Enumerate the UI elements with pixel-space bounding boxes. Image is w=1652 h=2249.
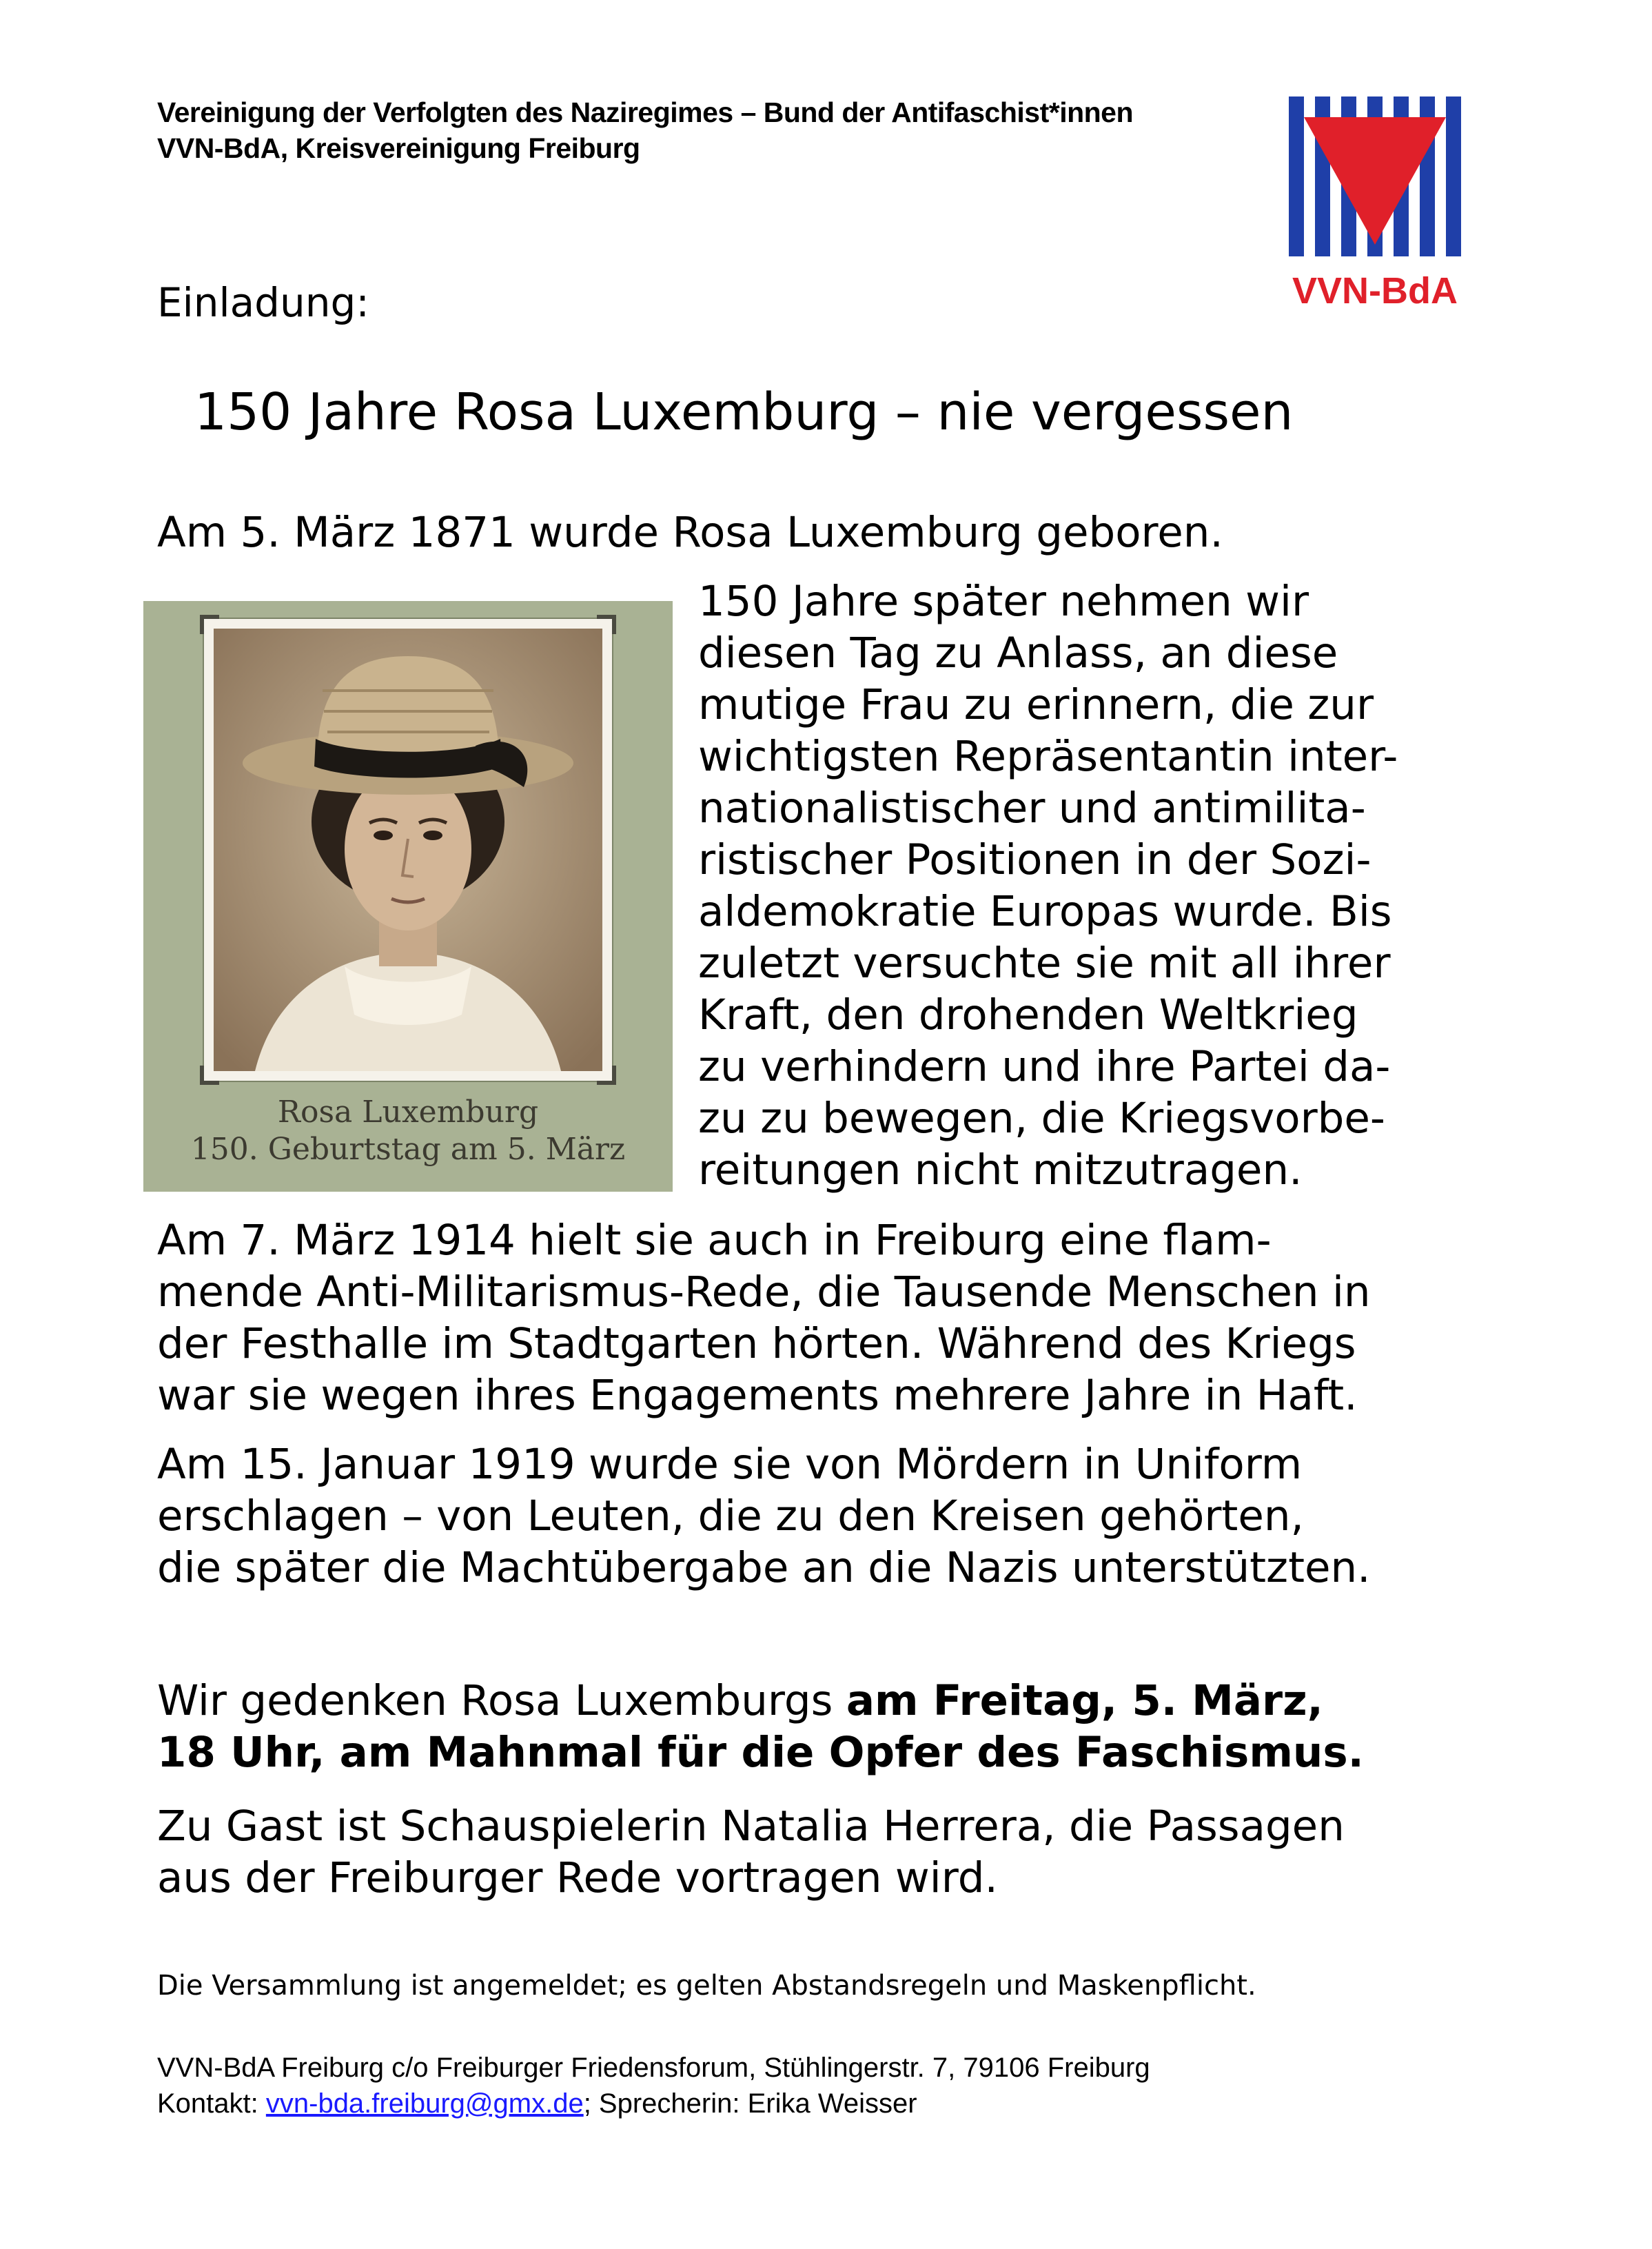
invitation-location: 18 Uhr, am Mahnmal für die Opfer des Faschismus. xyxy=(157,1728,1364,1777)
contact-label: Kontakt: xyxy=(157,2088,266,2119)
invitation-text: Wir gedenken Rosa Luxemburgs xyxy=(157,1676,846,1725)
freiburg-speech-paragraph: Am 7. März 1914 hielt sie auch in Freiburg eine flam- mende Anti-Militarismus-Rede, die Tausende Menschen in der Festhalle im Stadtgarten hörten. Während des Kriegs war sie wegen ihres Engagements mehrere Jahre in Haft. xyxy=(157,1216,1371,1420)
guest-paragraph: Zu Gast ist Schauspielerin Natalia Herrera, die Passagen aus der Freiburger Rede vortragen wird. xyxy=(157,1802,1345,1902)
invitation-date: am Freitag, 5. März, xyxy=(846,1676,1323,1725)
org-branch: VVN-BdA, Kreisvereinigung Freiburg xyxy=(157,132,640,164)
portrait-photo xyxy=(214,629,602,1071)
footer-contact xyxy=(157,2088,917,2119)
einladung-heading: Einladung: xyxy=(157,279,369,326)
org-name: Vereinigung der Verfolgten des Naziregimes – Bund der Antifaschist*innen xyxy=(157,96,1134,128)
assembly-note: Die Versammlung ist angemeldet; es gelten Abstandsregeln und Maskenpflicht. xyxy=(157,1970,1256,2002)
portrait-card xyxy=(143,601,673,1192)
vvn-bda-logo xyxy=(1289,96,1461,310)
biography-column-text: 150 Jahre später nehmen wir diesen Tag zu Anlass, an diese mutige Frau zu erinnern, die zur wichtigsten Repräsentantin inter- nationalistischer und antimilita- ristischer Positionen in der Sozi- aldemokratie Europas wurde. Bis zuletzt versuchte sie mit all ihrer Kraft, den drohenden Weltkrieg zu verhindern und ihre Partei da- zu zu bewegen, die Kriegsvorbe- reitungen nicht mitzutragen. xyxy=(698,577,1398,1194)
logo-text: VVN-BdA xyxy=(1292,270,1458,310)
photo-caption-date: 150. Geburtstag am 5. März xyxy=(190,1132,626,1167)
invitation-paragraph xyxy=(157,1675,1364,1778)
photo-frame xyxy=(204,619,612,1081)
logo-graphic xyxy=(1289,96,1461,310)
footer-address: VVN-BdA Freiburg c/o Freiburger Friedensforum, Stühlingerstr. 7, 79106 Freiburg xyxy=(157,2053,1150,2083)
page-title: 150 Jahre Rosa Luxemburg – nie vergessen xyxy=(194,383,1294,442)
email-link[interactable]: vvn-bda.freiburg@gmx.de xyxy=(265,2088,584,2119)
intro-text: Am 5. März 1871 wurde Rosa Luxemburg geboren. xyxy=(157,508,1223,557)
speaker-text: ; Sprecherin: Erika Weisser xyxy=(583,2088,917,2119)
photo-caption-name: Rosa Luxemburg xyxy=(277,1095,539,1130)
death-paragraph: Am 15. Januar 1919 wurde sie von Mördern in Uniform erschlagen – von Leuten, die zu den Kreisen gehörten, die später die Machtübergabe an die Nazis unterstützten. xyxy=(157,1440,1371,1592)
